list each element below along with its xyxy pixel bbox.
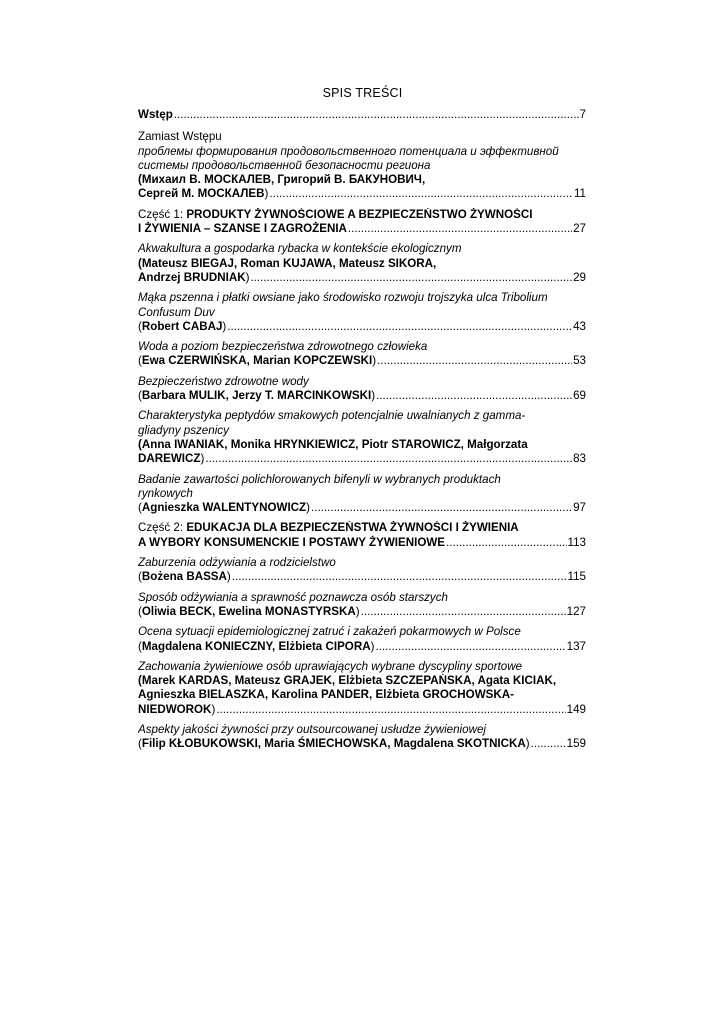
toc-entry-title: Aspekty jakości żywności przy outsourcowanej usłudze żywieniowej	[138, 722, 486, 736]
leader-dots	[446, 536, 566, 550]
table-of-contents	[138, 108, 586, 758]
page-number: 83	[573, 452, 586, 466]
toc-entry	[138, 521, 586, 550]
toc-part-title: A WYBORY KONSUMENCKIE I POSTAWY ŻYWIENIOWE	[138, 535, 446, 549]
toc-leader-line	[138, 570, 586, 584]
page-number: 97	[573, 501, 586, 515]
page-number: 149	[566, 702, 586, 716]
page-number: 159	[566, 737, 586, 751]
toc-entry-authors: (Anna IWANIAK, Monika HRYNKIEWICZ, Piotr STAROWICZ, Małgorzata	[138, 437, 528, 451]
toc-entry-authors: Agnieszka BIELASZKA, Karolina PANDER, Elżbieta GROCHOWSKA-	[138, 688, 514, 702]
toc-leader-line	[138, 703, 586, 717]
toc-part-heading	[138, 521, 586, 535]
toc-entry-title: системы продовольственной безопасности региона	[138, 158, 431, 172]
toc-entry-authors: Сергей М. МОСКАЛЕВ)	[138, 187, 269, 201]
page-number: 137	[566, 639, 586, 653]
toc-entry-authors: Andrzej BRUDNIAK)	[138, 270, 250, 284]
toc-part-title: EDUKACJA DLA BEZPIECZEŃSTWA ŻYWNOŚCI I ŻYWIENIA	[186, 521, 519, 535]
toc-entry	[138, 660, 586, 717]
leader-dots	[174, 108, 579, 122]
toc-entry-authors: (Agnieszka WALENTYNOWICZ)	[138, 501, 311, 515]
toc-entry	[138, 723, 586, 752]
page-number: 43	[573, 319, 586, 333]
toc-leader-line	[138, 320, 586, 334]
page-number: 27	[573, 222, 586, 236]
toc-entry-title: Zachowania żywieniowe osób uprawiających wybrane dyscypliny sportowe	[138, 659, 523, 673]
toc-entry-title: Confusum Duv	[138, 305, 215, 319]
toc-entry-authors: (Ewa CZERWIŃSKA, Marian KOPCZEWSKI)	[138, 354, 377, 368]
toc-leader-line	[138, 222, 586, 236]
toc-entry-authors: NIEDWOROK)	[138, 702, 216, 716]
toc-leader-line	[138, 187, 586, 201]
toc-entry-title: Sposób odżywiania a sprawność poznawcza osób starszych	[138, 590, 448, 604]
toc-entry-title: Mąka pszenna i płatki owsiane jako środowisko rozwoju trojszyka ulca Tribolium	[138, 291, 548, 305]
toc-entry	[138, 409, 586, 466]
toc-entry-authors: (Bożena BASSA)	[138, 570, 231, 584]
toc-entry-heading: Wstęp	[138, 108, 173, 121]
toc-entry-authors: (Mateusz BIEGAJ, Roman KUJAWA, Mateusz SIKORA,	[138, 256, 437, 270]
toc-leader-line	[138, 536, 586, 550]
toc-entry-authors: (Barbara MULIK, Jerzy T. MARCINKOWSKI)	[138, 389, 376, 403]
leader-dots	[205, 452, 572, 466]
leader-dots	[531, 737, 566, 751]
toc-entry-title: Bezpieczeństwo zdrowotne wody	[138, 374, 309, 388]
page-number: 113	[567, 535, 586, 549]
leader-dots	[250, 271, 572, 285]
toc-entry-authors: (Robert CABAJ)	[138, 319, 227, 333]
toc-leader-line	[138, 501, 586, 515]
toc-entry-authors: (Marek KARDAS, Mateusz GRAJEK, Elżbieta SZCZEPAŃSKA, Agata KICIAK,	[138, 674, 557, 688]
toc-entry	[138, 130, 586, 201]
toc-entry	[138, 242, 586, 285]
toc-leader-line	[138, 354, 586, 368]
leader-dots	[375, 640, 565, 654]
leader-dots	[216, 703, 565, 717]
leader-dots	[269, 187, 573, 201]
toc-entry-authors: (Oliwia BECK, Ewelina MONASTYRSKA)	[138, 604, 360, 618]
page-number: 7	[579, 108, 586, 121]
page-number: 127	[566, 604, 586, 618]
toc-entry-title: проблемы формирования продовольственного потенциала и эффективной	[138, 144, 559, 158]
toc-entry	[138, 208, 586, 237]
leader-dots	[348, 222, 572, 236]
toc-entry-title: Charakterystyka peptydów smakowych potencjalnie uwalnianych z gamma-	[138, 409, 526, 423]
toc-entry-title: Akwakultura a gospodarka rybacka w kontekście ekologicznym	[138, 242, 462, 256]
page-number: 29	[573, 270, 586, 284]
toc-entry	[138, 556, 586, 585]
toc-leader-line	[138, 640, 586, 654]
toc-entry-authors: DAREWICZ)	[138, 452, 205, 466]
toc-entry-authors: (Filip KŁOBUKOWSKI, Maria ŚMIECHOWSKA, Magdalena SKOTNICKA)	[138, 737, 530, 751]
leader-dots	[361, 605, 566, 619]
toc-part-title: I ŻYWIENIA – SZANSE I ZAGROŻENIA	[138, 222, 347, 236]
toc-entry-title: Woda a poziom bezpieczeństwa zdrowotnego człowieka	[138, 340, 428, 354]
toc-part-heading	[138, 208, 586, 222]
toc-leader-line	[138, 108, 586, 122]
toc-entry-title: rynkowych	[138, 486, 193, 500]
page-number: 53	[573, 354, 586, 368]
toc-leader-line	[138, 271, 586, 285]
toc-part-title: PRODUKTY ŻYWNOŚCIOWE A BEZPIECZEŃSTWO ŻYWNOŚCI	[186, 207, 533, 221]
toc-entry-authors: (Magdalena KONIECZNY, Elżbieta CIPORA)	[138, 639, 375, 653]
page-number: 69	[573, 389, 586, 403]
toc-entry-authors: (Михаил В. МОСКАЛЕВ, Григорий В. БАКУНОВИЧ,	[138, 173, 426, 187]
page-number: 11	[573, 187, 586, 201]
toc-entry	[138, 591, 586, 620]
toc-entry	[138, 375, 586, 404]
leader-dots	[377, 354, 572, 368]
page-number: 115	[567, 570, 586, 584]
toc-part-prefix: Część 1:	[138, 207, 187, 221]
toc-entry-title: Ocena sytuacji epidemiologicznej zatruć i zakażeń pokarmowych w Polsce	[138, 625, 521, 639]
leader-dots	[376, 389, 572, 403]
toc-leader-line	[138, 605, 586, 619]
toc-entry-title: Zaburzenia odżywiania a rodzicielstwo	[138, 556, 336, 570]
leader-dots	[232, 570, 567, 584]
toc-entry	[138, 625, 586, 654]
toc-leader-line	[138, 452, 586, 466]
toc-entry	[138, 108, 586, 122]
toc-part-prefix: Część 2:	[138, 521, 187, 535]
toc-entry	[138, 291, 586, 334]
toc-leader-line	[138, 737, 586, 751]
toc-entry-title: gliadyny pszenicy	[138, 423, 229, 437]
toc-entry-title: Badanie zawartości polichlorowanych bifenyli w wybranych produktach	[138, 472, 501, 486]
toc-section-label: Zamiast Wstępu	[138, 130, 222, 144]
leader-dots	[311, 501, 572, 515]
toc-entry	[138, 473, 586, 516]
toc-leader-line	[138, 389, 586, 403]
toc-entry	[138, 340, 586, 369]
page-title: SPIS TREŚCI	[322, 86, 403, 100]
leader-dots	[227, 320, 572, 334]
